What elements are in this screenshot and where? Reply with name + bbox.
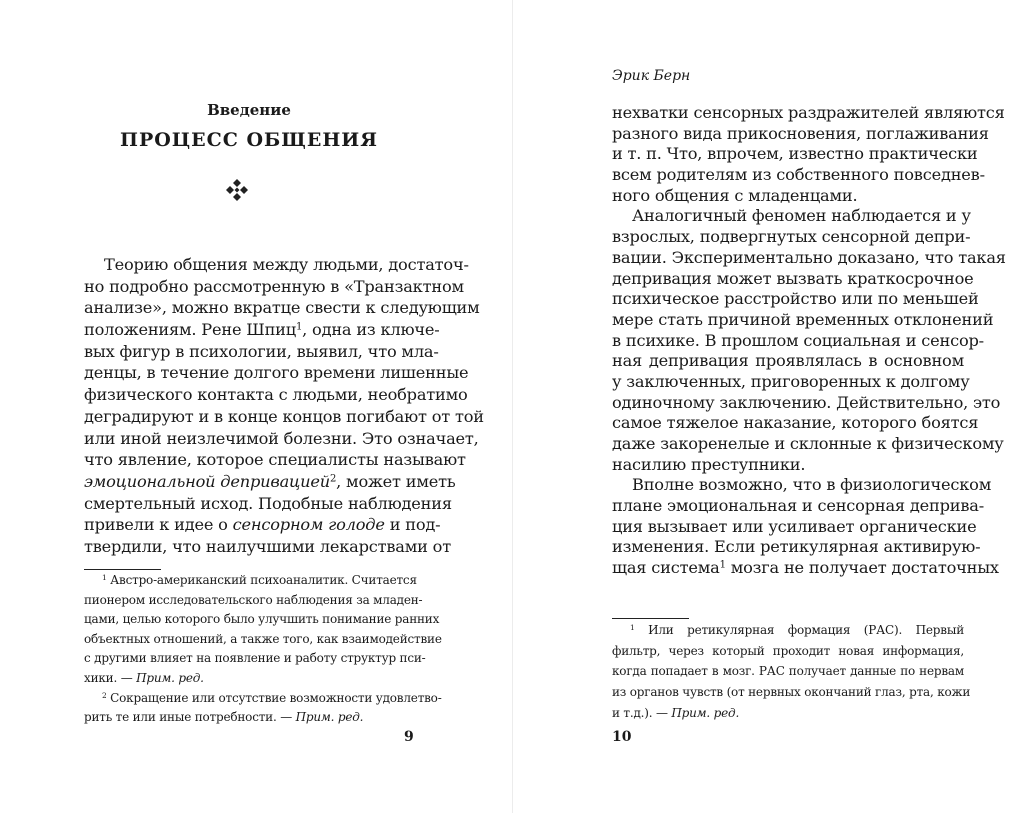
text-line xyxy=(84,471,456,493)
text-line xyxy=(612,413,979,434)
text-line xyxy=(84,689,442,709)
text-line xyxy=(612,620,964,641)
footnotes xyxy=(612,620,971,723)
text-run: Или ретикулярная формация (РАС). Первый xyxy=(634,623,964,637)
text-line xyxy=(84,649,426,669)
text-line xyxy=(84,276,464,298)
text-run: или иной неизлечимой болезни. Это означает, xyxy=(84,428,479,448)
text-line xyxy=(612,268,974,290)
text-run: смертельный исход. Подобные наблюдения xyxy=(84,493,452,513)
text-line xyxy=(84,449,466,471)
text-run: физического контакта с людьми, необратимо xyxy=(84,385,468,405)
text-run: анализе», можно вкратце свести к следующим xyxy=(84,298,480,318)
italic-text: эмоциональной депривацией xyxy=(84,471,330,491)
text-line xyxy=(84,297,480,319)
text-run: вых фигур в психологии, выявил, что мла- xyxy=(84,341,439,361)
text-line xyxy=(84,669,414,689)
text-line xyxy=(84,362,469,384)
text-run: пионером исследовательского наблюдения за младен- xyxy=(84,592,423,607)
text-run: Австро-американский психоаналитик. Считается xyxy=(106,573,417,587)
text-run: нехватки сенсорных раздражителей являются xyxy=(612,103,1005,122)
running-head: Эрик Берн xyxy=(612,68,691,84)
text-line xyxy=(84,384,468,406)
text-run: привели к идее о xyxy=(84,515,233,535)
footnotes xyxy=(84,571,442,728)
text-line xyxy=(612,309,994,331)
text-run: хики. — xyxy=(84,670,137,685)
text-line xyxy=(612,351,964,372)
text-run: но подробно рассмотренную в «Транзактном xyxy=(84,276,464,296)
text-run: что явление, которое специалисты называют xyxy=(84,450,466,470)
text-line xyxy=(612,123,989,145)
left-page xyxy=(0,0,512,813)
right-page xyxy=(513,0,1028,813)
text-run: плане эмоциональная и сенсорная деприва- xyxy=(612,496,984,516)
text-line xyxy=(612,206,971,227)
page-number: 10 xyxy=(612,729,632,745)
text-line xyxy=(84,630,442,650)
text-run: денцы, в течение долгого времени лишенные xyxy=(84,363,469,383)
text-line xyxy=(612,371,970,393)
text-run: в психике. В прошлом социальная и сенсор- xyxy=(612,330,984,350)
text-line xyxy=(84,591,423,611)
text-line xyxy=(612,496,984,517)
text-run: щая система xyxy=(612,558,720,578)
italic-text: Прим. ред. xyxy=(136,670,204,685)
text-run: деградируют и в конце концов погибают от той xyxy=(84,406,484,426)
text-run: когда попадает в мозг. РАС получает данные по нервам xyxy=(612,664,964,679)
text-run: у заключенных, приговоренных к долгому xyxy=(612,371,970,391)
text-line xyxy=(612,289,979,310)
chapter-title: ПРОЦЕСС ОБЩЕНИЯ xyxy=(120,129,378,151)
text-run: и т. п. Что, впрочем, известно практически xyxy=(612,144,978,164)
page-number: 9 xyxy=(404,729,414,745)
text-run: мозга не получает достаточных xyxy=(725,558,999,578)
text-run: цами, целью которого было улучшить понимание ранних xyxy=(84,612,440,627)
text-line xyxy=(612,434,1004,455)
text-line xyxy=(612,247,1006,269)
footnote-marker: 2 xyxy=(329,473,337,485)
text-line xyxy=(84,341,439,363)
text-line xyxy=(612,661,964,682)
italic-text: Прим. ред. xyxy=(671,705,740,720)
text-line xyxy=(84,254,469,276)
text-run: всем родителям из собственного повседнев- xyxy=(612,165,985,185)
text-line xyxy=(612,330,984,352)
text-line xyxy=(84,428,479,450)
footnote-marker: 1 xyxy=(102,572,107,582)
text-line xyxy=(84,319,440,341)
body-text xyxy=(84,254,484,558)
text-run: , одна из ключе- xyxy=(302,320,440,340)
text-run: Вполне возможно, что в физиологическом xyxy=(632,475,992,495)
text-run: ная депривация проявлялась в основном xyxy=(612,351,964,371)
text-run: и т.д.). — xyxy=(612,705,672,720)
text-line xyxy=(612,455,964,476)
text-run: и под- xyxy=(384,515,441,535)
text-line xyxy=(612,165,985,186)
text-line xyxy=(612,558,999,579)
text-run: фильтр, через который проходит новая информация, xyxy=(612,643,964,658)
italic-text: сенсорном голоде xyxy=(232,515,385,535)
text-run: Сокращение или отсутствие возможности удовлетво- xyxy=(106,690,442,705)
text-line xyxy=(84,493,452,515)
text-run: одиночному заключению. Действительно, это xyxy=(612,392,1001,412)
text-line xyxy=(612,682,971,703)
text-run: из органов чувств (от нервных окончаний глаз, рта, кожи xyxy=(612,685,971,700)
text-line xyxy=(612,641,964,662)
text-run: ция вызывает или усиливает органические xyxy=(612,516,977,536)
text-line xyxy=(84,406,484,428)
text-run: Теорию общения между людьми, достаточ- xyxy=(104,255,469,274)
text-run: Аналогичный феномен наблюдается и у xyxy=(632,206,971,226)
text-line xyxy=(612,103,1005,124)
text-line xyxy=(612,516,977,538)
text-run: самое тяжелое наказание, которого боятся xyxy=(612,413,979,433)
text-run: , может иметь xyxy=(336,471,456,491)
text-line xyxy=(84,610,440,630)
text-line xyxy=(612,392,1001,414)
footnote-marker: 1 xyxy=(295,321,303,333)
footnote-divider xyxy=(84,569,161,570)
text-line xyxy=(612,475,992,496)
section-label: Введение xyxy=(207,101,291,119)
text-run: взрослых, подвергнутых сенсорной депри- xyxy=(612,227,971,247)
text-line xyxy=(84,571,417,591)
footnote-marker: 1 xyxy=(719,559,726,571)
text-run: даже закоренелые и склонные к физическому xyxy=(612,434,1004,453)
text-line xyxy=(612,703,964,724)
text-run: с другими влияет на появление и работу структур пси- xyxy=(84,651,426,666)
text-run: рить те или иные потребности. — xyxy=(84,710,296,725)
text-run: изменения. Если ретикулярная активирую- xyxy=(612,537,981,557)
text-run: разного вида прикосновения, поглаживания xyxy=(612,123,989,143)
text-run: положениям. Рене Шпиц xyxy=(84,320,296,340)
text-run: депривация может вызвать краткосрочное xyxy=(612,268,974,288)
body-text xyxy=(612,103,1006,579)
italic-text: Прим. ред. xyxy=(295,710,364,725)
text-run: насилию преступники. xyxy=(612,454,806,474)
text-run: ного общения с младенцами. xyxy=(612,185,858,205)
text-line xyxy=(612,144,978,165)
text-run: психическое расстройство или по меньшей xyxy=(612,289,979,309)
footnote-marker: 1 xyxy=(630,622,635,632)
text-run: вации. Экспериментально доказано, что такая xyxy=(612,247,1006,267)
text-run: мере стать причиной временных отклонений xyxy=(612,309,994,329)
text-run: твердили, что наилучшими лекарствами от xyxy=(84,536,451,556)
text-run: объектных отношений, а также того, как взаимодействие xyxy=(84,631,442,646)
text-line xyxy=(612,537,981,558)
text-line xyxy=(612,186,964,207)
text-line xyxy=(84,708,414,728)
footnote-marker: 2 xyxy=(102,690,107,700)
text-line xyxy=(84,514,441,536)
ornament-icon xyxy=(225,178,249,202)
text-line xyxy=(84,536,451,558)
text-line xyxy=(612,227,971,248)
footnote-divider xyxy=(612,618,689,619)
